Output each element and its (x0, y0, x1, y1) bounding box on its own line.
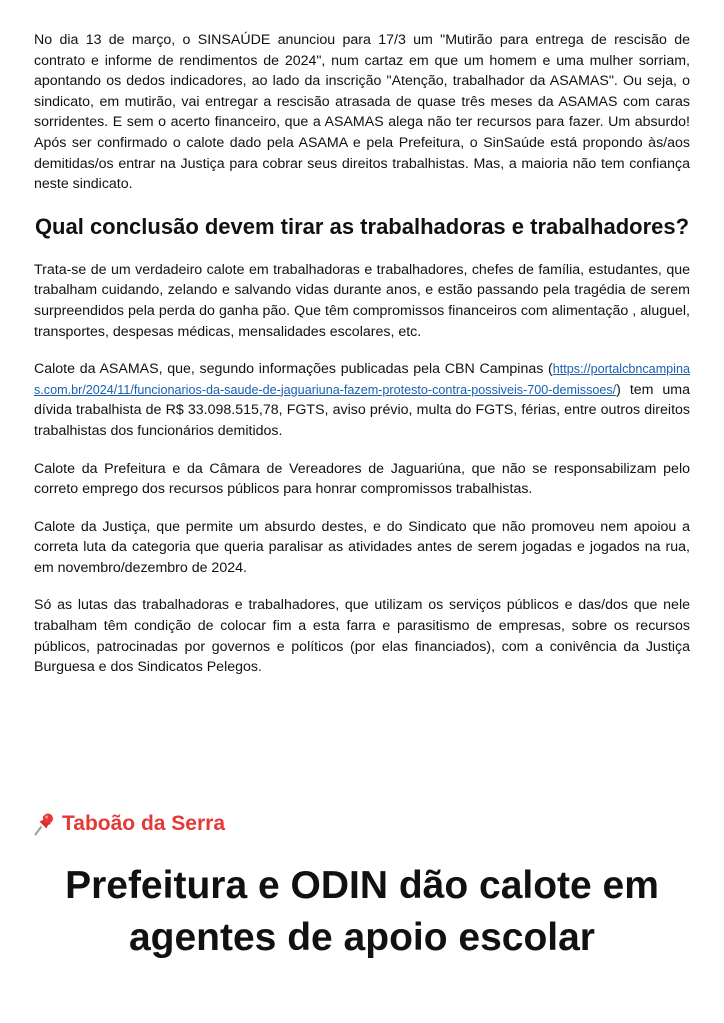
article-body (34, 30, 690, 695)
paragraph-asamas-end: ) tem uma dívida trabalhista de R$ 33.098.515,78, FGTS, aviso prévio, multa do FGTS, férias, entre outros direitos trabalhistas dos funcionários demitidos. (34, 381, 690, 439)
region-label: Taboão da Serra (62, 812, 225, 835)
paragraph-calote-asamas (34, 359, 690, 441)
paragraph-asamas-start: Calote da ASAMAS, que, segundo informações publicadas pela CBN Campinas ( (34, 361, 553, 378)
section-heading: Qual conclusão devem tirar as trabalhadoras e trabalhadores? (34, 213, 690, 239)
cbn-campinas-link[interactable]: https://portalcbncampinas.com.br/2024/11/funcionarios-da-saude-de-jaguariuna-fazem-protesto-contra-possiveis-700-demissoes/ (34, 362, 690, 397)
paragraph-calote-justica: Calote da Justiça, que permite um absurdo destes, e do Sindicato que não promoveu nem apoiou a correta luta da categoria que queria paralisar as atividades antes de serem jogadas e jogados na rua, em novembro/dezembro de 2024. (34, 518, 690, 576)
next-article-headline: Prefeitura e ODIN dão calote em agentes de apoio escolar (65, 864, 659, 959)
region-tag (34, 812, 225, 836)
paragraph-calote-trabalhadores: Trata-se de um verdadeiro calote em trabalhadoras e trabalhadores, chefes de família, estudantes, que trabalham cuidando, zelando e salvando vidas durante anos, e estão passando pela tragédia de serem surpreendidos pela perda do ganha pão. Que têm compromissos financeiros com alimentação , aluguel, transportes, despesas médicas, mensalidades escolares, etc. (34, 261, 690, 340)
pushpin-icon (34, 812, 56, 836)
paragraph-calote-prefeitura: Calote da Prefeitura e da Câmara de Vereadores de Jaguariúna, que não se responsabilizam pelo correto emprego dos recursos públicos para honrar compromissos trabalhistas. (34, 460, 690, 498)
paragraph-mutirao: No dia 13 de março, o SINSAÚDE anunciou para 17/3 um "Mutirão para entrega de rescisão de contrato e informe de rendimentos de 2024", num cartaz em que um homem e uma mulher sorriam, apontando os dedos indicadores, ao lado da inscrição "Atenção, trabalhador da ASAMAS". Ou seja, o sindicato, em mutirão, vai entregar a rescisão atrasada de quase três meses da ASAMAS com caras sorridentes. E sem o acerto financeiro, que a ASAMAS alega não ter recursos para fazer. Um absurdo! Após ser confirmado o calote dado pela ASAMA e pela Prefeitura, o SinSaúde está propondo às/aos demitidas/os entrar na Justiça para cobrar seus direitos trabalhistas. Mas, a maioria não tem confiança neste sindicato. (34, 32, 690, 193)
paragraph-lutas: Só as lutas das trabalhadoras e trabalhadores, que utilizam os serviços públicos e das/dos que nele trabalham têm condição de colocar fim a esta farra e parasitismo de empresas, sobre os recursos públicos, patrocinadas por governos e políticos (por elas financiados), com a conivência da Justiça Burguesa e dos Sindicatos Pelegos. (34, 597, 690, 676)
